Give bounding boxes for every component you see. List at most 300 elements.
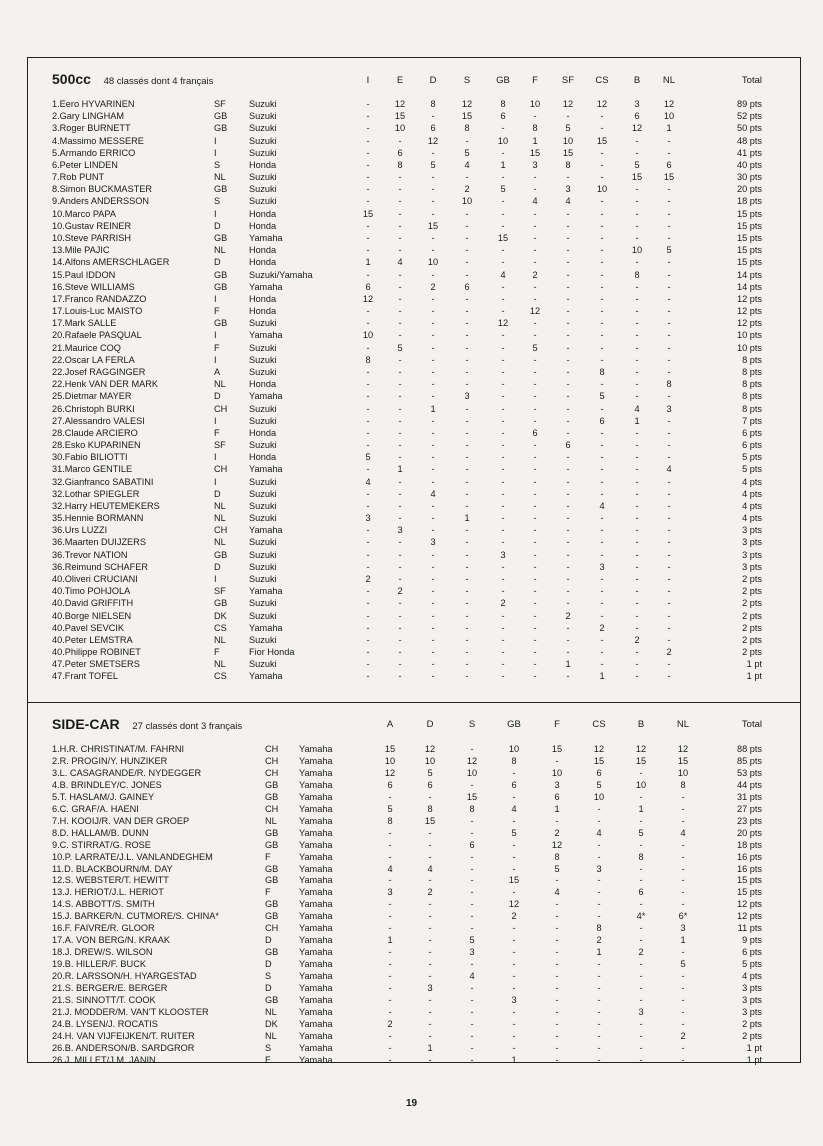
score-cell: - xyxy=(366,598,370,609)
score-cell: 3 xyxy=(638,1006,644,1017)
score-cell: 8 xyxy=(397,159,403,170)
score-cell: - xyxy=(428,1006,432,1017)
score-cell: - xyxy=(597,959,601,970)
score-cell: 5 xyxy=(680,959,686,970)
score-cell: - xyxy=(681,1042,685,1053)
total-points: 4 pts xyxy=(742,488,762,499)
score-cell: - xyxy=(635,147,639,158)
score-cell: - xyxy=(398,379,402,390)
score-cell: 5 xyxy=(532,342,538,353)
score-cell: 10 xyxy=(384,755,396,766)
score-cell: - xyxy=(398,269,402,280)
score-cell: 5 xyxy=(469,935,475,946)
score-cell: - xyxy=(600,549,604,560)
score-cell: 2 xyxy=(596,935,602,946)
score-cell: - xyxy=(428,935,432,946)
score-cell: 15 xyxy=(593,755,605,766)
total-points: 12 pts xyxy=(736,911,762,922)
machine-make: Honda xyxy=(249,220,277,231)
score-cell: - xyxy=(428,899,432,910)
country-code: GB xyxy=(214,123,228,134)
score-cell: - xyxy=(597,899,601,910)
total-points: 15 pts xyxy=(736,245,762,256)
score-cell: - xyxy=(600,464,604,475)
score-cell: - xyxy=(635,281,639,292)
score-cell: - xyxy=(566,549,570,560)
score-cell: - xyxy=(501,464,505,475)
score-cell: - xyxy=(501,500,505,511)
score-cell: - xyxy=(635,342,639,353)
score-cell: - xyxy=(465,306,469,317)
score-cell: - xyxy=(597,1018,601,1029)
score-cell: - xyxy=(465,586,469,597)
score-cell: - xyxy=(533,293,537,304)
score-cell: - xyxy=(398,293,402,304)
total-points: 27 pts xyxy=(736,803,762,814)
machine-make: Yamaha xyxy=(299,911,333,922)
table-row xyxy=(0,159,823,171)
table-row xyxy=(0,839,823,851)
score-cell: - xyxy=(431,622,435,633)
score-cell: 10 xyxy=(461,196,473,207)
score-cell: 2 xyxy=(680,1030,686,1041)
score-cell: - xyxy=(366,427,370,438)
score-cell: - xyxy=(667,342,671,353)
score-cell: - xyxy=(566,257,570,268)
country-code: GB xyxy=(214,232,228,243)
table-row xyxy=(0,378,823,390)
score-cell: 15 xyxy=(497,232,509,243)
solo-title: 500cc xyxy=(52,71,91,87)
score-cell: - xyxy=(366,525,370,536)
score-cell: 10 xyxy=(596,184,608,195)
total-points: 15 pts xyxy=(736,875,762,886)
machine-make: Suzuki xyxy=(249,440,277,451)
country-code: CS xyxy=(214,622,227,633)
score-cell: - xyxy=(566,634,570,645)
machine-make: Honda xyxy=(249,379,277,390)
score-cell: 4 xyxy=(427,863,433,874)
score-cell: 2 xyxy=(427,887,433,898)
score-cell: - xyxy=(398,306,402,317)
score-cell: - xyxy=(555,1006,559,1017)
country-code: CH xyxy=(265,744,279,754)
score-cell: 2 xyxy=(638,947,644,958)
rider-name: 9.Anders ANDERSSON xyxy=(52,196,150,207)
score-cell: - xyxy=(635,574,639,585)
score-cell: - xyxy=(667,598,671,609)
score-cell: 10 xyxy=(508,744,520,754)
machine-make: Honda xyxy=(249,427,277,438)
country-code: I xyxy=(214,574,217,585)
score-cell: - xyxy=(533,500,537,511)
score-cell: - xyxy=(398,318,402,329)
score-cell: - xyxy=(501,257,505,268)
score-cell: - xyxy=(566,452,570,463)
score-cell: 3 xyxy=(464,391,470,402)
score-cell: 10 xyxy=(562,135,574,146)
score-cell: - xyxy=(431,500,435,511)
score-cell: - xyxy=(667,366,671,377)
rider-name: 24.B. LYSEN/J. ROCATIS xyxy=(52,1018,158,1029)
table-row xyxy=(0,803,823,815)
score-cell: - xyxy=(667,549,671,560)
score-cell: 12 xyxy=(593,744,605,754)
total-points: 2 pts xyxy=(742,610,762,621)
rider-name: 25.Dietmar MAYER xyxy=(52,391,132,402)
score-cell: - xyxy=(533,281,537,292)
score-cell: - xyxy=(388,851,392,862)
score-cell: - xyxy=(600,379,604,390)
score-cell: - xyxy=(470,1018,474,1029)
rider-name: 14.Alfons AMERSCHLAGER xyxy=(52,257,170,268)
score-cell: - xyxy=(465,232,469,243)
machine-make: Yamaha xyxy=(249,391,283,402)
score-cell: 5 xyxy=(397,342,403,353)
score-cell: - xyxy=(635,464,639,475)
score-cell: - xyxy=(600,452,604,463)
score-cell: 8 xyxy=(464,123,470,134)
rider-name: 40.Pavel SEVCIK xyxy=(52,622,125,633)
score-cell: - xyxy=(667,232,671,243)
score-cell: - xyxy=(566,622,570,633)
rider-name: 32.Gianfranco SABATINI xyxy=(52,476,154,487)
score-cell: 6 xyxy=(634,111,640,122)
score-cell: - xyxy=(512,923,516,934)
column-header-b: B xyxy=(633,75,641,86)
score-cell: - xyxy=(366,366,370,377)
score-cell: 6 xyxy=(387,779,393,790)
score-cell: 15 xyxy=(551,744,563,754)
score-cell: - xyxy=(465,610,469,621)
country-code: F xyxy=(265,887,271,898)
score-cell: - xyxy=(398,574,402,585)
machine-make: Suzuki xyxy=(249,184,277,195)
rider-name: 26.B. ANDERSON/B. SARDGROR xyxy=(52,1042,195,1053)
score-cell: - xyxy=(366,196,370,207)
score-cell: - xyxy=(366,111,370,122)
score-cell: - xyxy=(470,994,474,1005)
rider-name: 9.C. STIRRAT/G. ROSE xyxy=(52,839,151,850)
table-row xyxy=(0,427,823,439)
score-cell: - xyxy=(566,500,570,511)
score-cell: - xyxy=(681,815,685,826)
column-header-f: F xyxy=(554,719,560,730)
score-cell: - xyxy=(635,647,639,658)
score-cell: - xyxy=(635,561,639,572)
total-points: 11 pts xyxy=(737,923,762,934)
score-cell: 1 xyxy=(532,135,538,146)
total-points: 10 pts xyxy=(736,342,762,353)
score-cell: - xyxy=(431,634,435,645)
score-cell: - xyxy=(635,622,639,633)
total-points: 8 pts xyxy=(742,379,762,390)
sidecar-header xyxy=(52,716,242,732)
score-cell: 5 xyxy=(638,827,644,838)
machine-make: Yamaha xyxy=(299,899,333,910)
score-cell: - xyxy=(566,172,570,183)
score-cell: - xyxy=(465,476,469,487)
machine-make: Suzuki/Yamaha xyxy=(249,269,313,280)
machine-make: Fior Honda xyxy=(249,647,295,658)
score-cell: - xyxy=(600,476,604,487)
machine-make: Suzuki xyxy=(249,354,277,365)
score-cell: 12 xyxy=(551,839,563,850)
country-code: SF xyxy=(214,586,226,597)
score-cell: - xyxy=(533,403,537,414)
score-cell: 3 xyxy=(430,537,436,548)
column-header-b: B xyxy=(637,719,645,730)
score-cell: - xyxy=(566,366,570,377)
table-row xyxy=(0,232,823,244)
score-cell: - xyxy=(533,622,537,633)
score-cell: - xyxy=(366,269,370,280)
score-cell: - xyxy=(431,647,435,658)
total-points: 8 pts xyxy=(742,391,762,402)
score-cell: - xyxy=(635,306,639,317)
score-cell: - xyxy=(566,525,570,536)
score-cell: - xyxy=(465,464,469,475)
score-cell: - xyxy=(431,598,435,609)
total-points: 15 pts xyxy=(736,257,762,268)
score-cell: - xyxy=(555,959,559,970)
machine-make: Yamaha xyxy=(299,887,333,898)
score-cell: - xyxy=(597,887,601,898)
score-cell: - xyxy=(667,610,671,621)
score-cell: - xyxy=(465,634,469,645)
score-cell: - xyxy=(431,269,435,280)
score-cell: - xyxy=(465,415,469,426)
rider-name: 17.Louis-Luc MAISTO xyxy=(52,306,143,317)
score-cell: 12 xyxy=(529,306,541,317)
score-cell: - xyxy=(431,293,435,304)
score-cell: - xyxy=(501,586,505,597)
score-cell: - xyxy=(388,947,392,958)
score-cell: - xyxy=(635,354,639,365)
score-cell: - xyxy=(501,561,505,572)
total-points: 14 pts xyxy=(736,269,762,280)
score-cell: - xyxy=(635,196,639,207)
total-points: 2 pts xyxy=(742,1030,762,1041)
score-cell: - xyxy=(431,342,435,353)
score-cell: - xyxy=(431,415,435,426)
rider-name: 28.Claude ARCIERO xyxy=(52,427,138,438)
score-cell: - xyxy=(501,306,505,317)
table-row xyxy=(0,488,823,500)
score-cell: 8 xyxy=(365,354,371,365)
rider-name: 13.Mile PAJIC xyxy=(52,245,110,256)
table-row xyxy=(0,500,823,512)
score-cell: - xyxy=(465,354,469,365)
score-cell: - xyxy=(667,476,671,487)
sidecar-subtitle: 27 classés dont 3 français xyxy=(132,721,243,732)
score-cell: - xyxy=(566,245,570,256)
score-cell: 5 xyxy=(666,245,672,256)
score-cell: - xyxy=(388,1030,392,1041)
machine-make: Yamaha xyxy=(299,935,333,946)
rider-name: 8.Simon BUCKMASTER xyxy=(52,184,153,195)
machine-make: Suzuki xyxy=(249,318,277,329)
score-cell: - xyxy=(366,440,370,451)
score-cell: 15 xyxy=(596,135,608,146)
rider-name: 21.S. SINNOTT/T. COOK xyxy=(52,994,156,1005)
total-points: 2 pts xyxy=(742,586,762,597)
score-cell: - xyxy=(600,220,604,231)
machine-make: Yamaha xyxy=(299,1042,333,1053)
score-cell: - xyxy=(428,827,432,838)
score-cell: - xyxy=(398,537,402,548)
rider-name: 16.Steve WILLIAMS xyxy=(52,281,135,292)
score-cell: - xyxy=(566,561,570,572)
country-code: GB xyxy=(265,911,279,922)
score-cell: - xyxy=(388,911,392,922)
score-cell: 2 xyxy=(387,1018,393,1029)
score-cell: - xyxy=(398,549,402,560)
score-cell: - xyxy=(667,391,671,402)
rider-name: 40.Borge NIELSEN xyxy=(52,610,132,621)
score-cell: - xyxy=(635,232,639,243)
score-cell: - xyxy=(388,983,392,993)
rider-name: 6.Peter LINDEN xyxy=(52,159,118,170)
score-cell: 1 xyxy=(464,513,470,524)
country-code: NL xyxy=(265,815,277,826)
score-cell: - xyxy=(398,671,402,682)
score-cell: - xyxy=(388,899,392,910)
country-code: D xyxy=(214,220,221,231)
table-row xyxy=(0,622,823,634)
score-cell: 8 xyxy=(427,803,433,814)
total-points: 15 pts xyxy=(736,887,762,898)
score-cell: - xyxy=(635,366,639,377)
machine-make: Yamaha xyxy=(299,755,333,766)
score-cell: 12 xyxy=(562,99,574,109)
machine-make: Suzuki xyxy=(249,99,277,109)
total-points: 20 pts xyxy=(736,827,762,838)
machine-make: Suzuki xyxy=(249,549,277,560)
machine-make: Suzuki xyxy=(249,366,277,377)
country-code: D xyxy=(265,959,272,970)
score-cell: - xyxy=(398,245,402,256)
rider-name: 11.D. BLACKBOURN/M. DAY xyxy=(52,863,173,874)
total-points: 89 pts xyxy=(736,99,762,109)
score-cell: - xyxy=(597,983,601,993)
score-cell: 15 xyxy=(362,208,374,219)
score-cell: - xyxy=(639,1030,643,1041)
score-cell: - xyxy=(600,293,604,304)
score-cell: - xyxy=(398,172,402,183)
total-points: 30 pts xyxy=(736,172,762,183)
score-cell: - xyxy=(555,1030,559,1041)
country-code: SF xyxy=(214,99,226,109)
score-cell: 10 xyxy=(466,767,478,778)
score-cell: 12 xyxy=(427,135,439,146)
score-cell: 10 xyxy=(427,257,439,268)
score-cell: - xyxy=(366,671,370,682)
score-cell: - xyxy=(465,342,469,353)
score-cell: 12 xyxy=(384,767,396,778)
machine-make: Yamaha xyxy=(299,839,333,850)
rider-name: 26.J. MILLET/J.M. JANIN xyxy=(52,1054,156,1065)
score-cell: 8 xyxy=(638,851,644,862)
machine-make: Honda xyxy=(249,208,277,219)
score-cell: - xyxy=(465,440,469,451)
score-cell: - xyxy=(533,476,537,487)
score-cell: - xyxy=(428,1018,432,1029)
score-cell: - xyxy=(600,111,604,122)
table-row xyxy=(0,898,823,910)
score-cell: 6 xyxy=(464,281,470,292)
table-row xyxy=(0,994,823,1006)
score-cell: - xyxy=(501,427,505,438)
total-points: 16 pts xyxy=(736,863,762,874)
score-cell: - xyxy=(635,391,639,402)
score-cell: 10 xyxy=(424,755,436,766)
column-header-total: Total xyxy=(741,719,762,730)
score-cell: 8 xyxy=(554,851,560,862)
rider-name: 47.Frant TOFEL xyxy=(52,671,119,682)
score-cell: - xyxy=(639,767,643,778)
score-cell: 3 xyxy=(532,159,538,170)
table-row xyxy=(0,305,823,317)
table-row xyxy=(0,147,823,159)
score-cell: 8 xyxy=(511,755,517,766)
score-cell: 10 xyxy=(394,123,406,134)
machine-make: Yamaha xyxy=(299,971,333,982)
score-cell: 8 xyxy=(680,779,686,790)
rider-name: 3.Roger BURNETT xyxy=(52,123,131,134)
score-cell: - xyxy=(600,440,604,451)
rider-name: 27.Alessandro VALESI xyxy=(52,415,145,426)
score-cell: - xyxy=(667,513,671,524)
country-code: S xyxy=(214,159,221,170)
table-row xyxy=(0,743,823,755)
score-cell: - xyxy=(470,815,474,826)
column-header-d: D xyxy=(429,75,437,86)
score-cell: - xyxy=(501,537,505,548)
score-cell: - xyxy=(465,208,469,219)
score-cell: - xyxy=(470,899,474,910)
score-cell: - xyxy=(533,464,537,475)
score-cell: - xyxy=(465,172,469,183)
score-cell: - xyxy=(465,574,469,585)
score-cell: - xyxy=(431,147,435,158)
country-code: I xyxy=(214,293,217,304)
score-cell: 15 xyxy=(427,220,439,231)
table-row xyxy=(0,536,823,548)
score-cell: - xyxy=(388,971,392,982)
score-cell: - xyxy=(465,330,469,341)
score-cell: - xyxy=(366,99,370,109)
country-code: I xyxy=(214,452,217,463)
machine-make: Yamaha xyxy=(299,1018,333,1029)
score-cell: - xyxy=(398,598,402,609)
table-row xyxy=(0,439,823,451)
column-header-gb: GB xyxy=(496,75,510,86)
score-cell: 3 xyxy=(565,184,571,195)
score-cell: - xyxy=(501,281,505,292)
score-cell: - xyxy=(512,839,516,850)
machine-make: Suzuki xyxy=(249,561,277,572)
score-cell: - xyxy=(566,476,570,487)
table-row xyxy=(0,208,823,220)
score-cell: - xyxy=(431,111,435,122)
score-cell: 2 xyxy=(511,911,517,922)
score-cell: - xyxy=(470,827,474,838)
score-cell: - xyxy=(470,1030,474,1041)
rider-name: 10.Gustav REINER xyxy=(52,220,132,231)
score-cell: - xyxy=(366,561,370,572)
country-code: GB xyxy=(214,549,228,560)
